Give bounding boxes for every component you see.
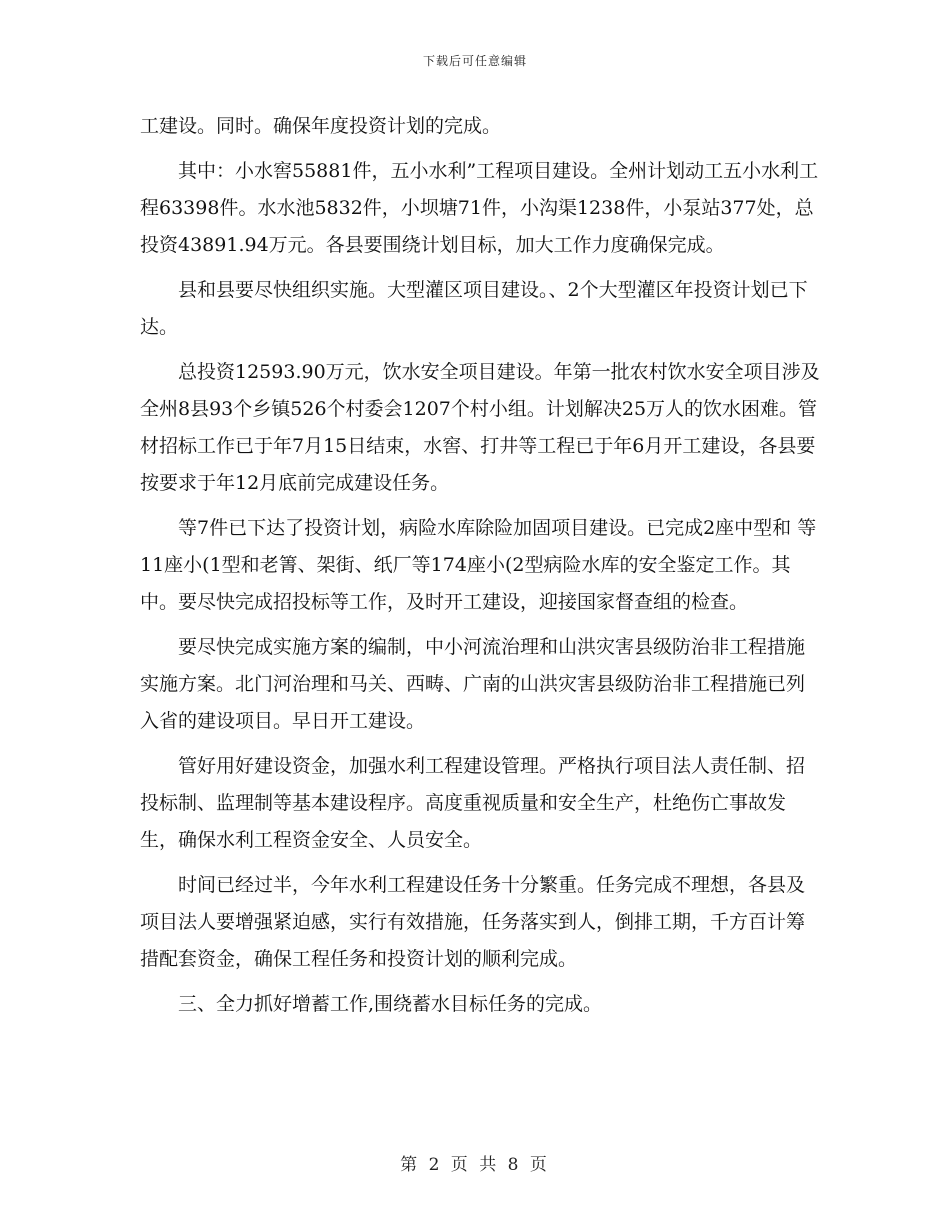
paragraph-9: 三、全力抓好增蓄工作,围绕蓄水目标任务的完成。 (178, 993, 603, 1015)
paragraph-4: 总投资12593.90万元，饮水安全项目建设。年第一批农村饮水安全项目涉及全州8县93个乡镇526个村委会1207个村小组。计划解决25万人的饮水困难。管材招标工作已于年7月15日结束，水窖、打井等工程已于年6月开工建设，各县要按要求于年12月底前完成建设任务。 (140, 361, 820, 494)
paragraph-5: 等7件已下达了投资计划，病险水库除险加固项目建设。已完成2座中型和 等11座小(1型和老箐、架街、纸厂等174座小(2型病险水库的安全鉴定工作。其中。要尽快完成招投标等工作，及时开工建设，迎接国家督查组的检查。 (140, 517, 817, 613)
paragraph-2: 其中：小水窖55881件，五小水利”工程项目建设。全州计划动工五小水利工程63398件。水水池5832件，小坝塘71件，小沟渠1238件，小泵站377处，总投资43891.94万元。各县要围绕计划目标，加大工作力度确保完成。 (140, 160, 819, 256)
paragraph-8: 时间已经过半，今年水利工程建设任务十分繁重。任务完成不理想，各县及项目法人要增强紧迫感，实行有效措施，任务落实到人，倒排工期，千方百计筹措配套资金，确保工程任务和投资计划的顺利完成。 (140, 874, 806, 970)
page-header: 下载后可任意编辑 (422, 54, 527, 68)
paragraph-3: 县和县要尽快组织实施。大型灌区项目建设。、2个大型灌区年投资计划已下达。 (140, 279, 808, 338)
page-number-footer: 第 2 页 共 8 页 (400, 1155, 550, 1175)
document-body (140, 108, 820, 1023)
paragraph-6: 要尽快完成实施方案的编制，中小河流治理和山洪灾害县级防治非工程措施实施方案。北门河治理和马关、西畴、广南的山洪灾害县级防治非工程措施已列入省的建设项目。早日开工建设。 (140, 636, 806, 732)
paragraph-1: 工建设。同时。确保年度投资计划的完成。 (140, 115, 502, 137)
paragraph-7: 管好用好建设资金，加强水利工程建设管理。严格执行项目法人责任制、招投标制、监理制等基本建设程序。高度重视质量和安全生产，杜绝伤亡事故发生，确保水利工程资金安全、人员安全。 (140, 755, 806, 851)
